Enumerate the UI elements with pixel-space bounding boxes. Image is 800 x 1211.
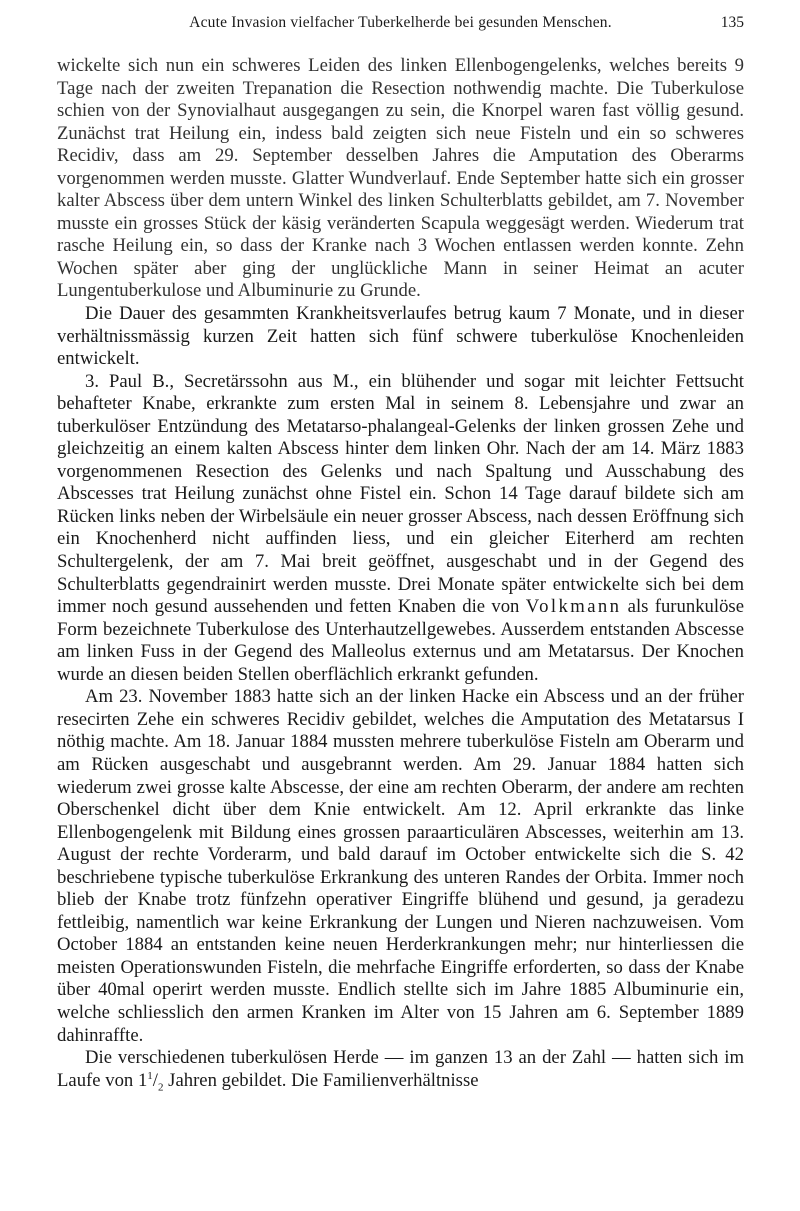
running-title: Acute Invasion vielfacher Tuberkelherde bei gesunden Menschen. — [189, 14, 612, 31]
paragraph-5-text-b: Jahren gebildet. Die Familienverhältnisse — [163, 1069, 479, 1091]
page-number: 135 — [720, 14, 744, 31]
paragraph-3 — [57, 371, 744, 687]
paragraph-2: Die Dauer des gesammten Krankheitsverlaufes betrug kaum 7 Monate, und in dieser verhältnissmässig kurzen Zeit hatten sich fünf schwere tuberkulöse Knochenleiden entwickelt. — [57, 303, 744, 370]
paragraph-1: wickelte sich nun ein schweres Leiden des linken Ellenbogengelenks, welches bereits 9 Tage nach der zweiten Trepanation die Resection nothwendig machte. Die Tuberkulose schien von der Synovialhaut ausgegangen zu sein, die Knorpel waren fast völlig gesund. Zunächst trat Heilung ein, indess bald zeigten sich neue Fisteln und ein so schweres Recidiv, dass am 29. September desselben Jahres die Amputation des Oberarms vorgenommen werden musste. Glatter Wundverlauf. Ende September hatte sich ein grosser kalter Abscess über dem untern Winkel des linken Schulterblatts gebildet, am 7. November musste ein grosses Stück der käsig veränderten Scapula weggesägt werden. Wiederum trat rasche Heilung ein, so dass der Kranke nach 3 Wochen entlassen werden konnte. Zehn Wochen später aber ging der unglückliche Mann in seiner Heimat an acuter Lungentuberkulose und Albuminurie zu Grunde. — [57, 55, 744, 302]
body-text — [57, 55, 744, 1092]
paragraph-3-text-b: als furunkulöse Form bezeichnete Tuberkulose des Unterhautzellgewebes. Ausserdem entstanden Abscesse am linken Fuss in der Gegend des Malleolus externus und am Metatarsus. Der Knochen wurde an diesen beiden Stellen oberflächlich erkrankt gefunden. — [57, 596, 744, 685]
fraction-slash: / — [152, 1069, 158, 1091]
paragraph-3-text-a: 3. Paul B., Secretärssohn aus M., ein blühender und sogar mit leichter Fettsucht behafteter Knabe, erkrankte zum ersten Mal in seinem 8. Lebensjahre und zwar an tuberkulöser Entzündung des Metatarso-phalangeal-Gelenks der linken grossen Zehe und gleichzeitig an einem kalten Abscess hinter dem linken Ohr. Nach der am 14. März 1883 vorgenommenen Resection des Gelenks und nach Spaltung und Ausschabung des Abscesses trat Heilung zunächst ohne Fistel ein. Schon 14 Tage darauf bildete sich am Rücken links neben der Wirbelsäule ein neuer grosser Abscess, nach dessen Eröffnung sich ein Knochenherd nicht auffinden liess, und ein gleicher Eiterherd am rechten Schultergelenk, der am 7. Mai breit geöffnet, ausgeschabt und in der Gegend des Schulterblatts gegendrainirt werden musste. Drei Monate später entwickelte sich bei dem immer noch gesund aussehenden und fetten Knaben die von — [57, 370, 744, 618]
paragraph-5 — [57, 1047, 744, 1092]
fraction-numerator: 1 — [147, 1069, 153, 1082]
paragraph-4: Am 23. November 1883 hatte sich an der linken Hacke ein Abscess und an der früher resecirten Zehe ein schweres Recidiv gebildet, welches die Amputation des Metatarsus I nöthig machte. Am 18. Januar 1884 mussten mehrere tuberkulöse Fisteln am Oberarm und am Rücken ausgeschabt und ausgebrannt werden. Am 29. Januar 1884 hatten sich wiederum zwei grosse kalte Abscesse, der eine am rechten Oberarm, der andere am rechten Oberschenkel dicht über dem Knie entwickelt. Am 12. April erkrankte das linke Ellenbogengelenk mit Bildung eines grossen paraarticulären Abscesses, weiterhin am 13. August der rechte Vorderarm, und bald darauf im October entwickelte sich die S. 42 beschriebene typische tuberkulöse Erkrankung des unteren Randes der Orbita. Immer noch blieb der Knabe trotz fünfzehn operativer Eingriffe blühend und gesund, ja geradezu fettleibig, namentlich war keine Erkrankung der Lungen und Nieren nachzuweisen. Vom October 1884 an entstanden keine neuen Herderkrankungen mehr; nur hinterliessen die meisten Operationswunden Fisteln, die mehrfache Eingriffe erforderten, so dass der Knabe über 40mal operirt werden musste. Endlich stellte sich im Jahre 1885 Albuminurie ein, welche schliesslich den armen Kranken im Alter von 15 Jahren am 6. September 1889 dahinraffte. — [57, 686, 744, 1046]
author-name-volkmann: Volkmann — [525, 596, 622, 618]
paragraph-5-text-a: Die verschiedenen tuberkulösen Herde — im ganzen 13 an der Zahl — hatten sich im Laufe von 1 — [57, 1047, 744, 1091]
fraction-denominator: 2 — [158, 1081, 164, 1094]
running-head — [57, 14, 744, 38]
